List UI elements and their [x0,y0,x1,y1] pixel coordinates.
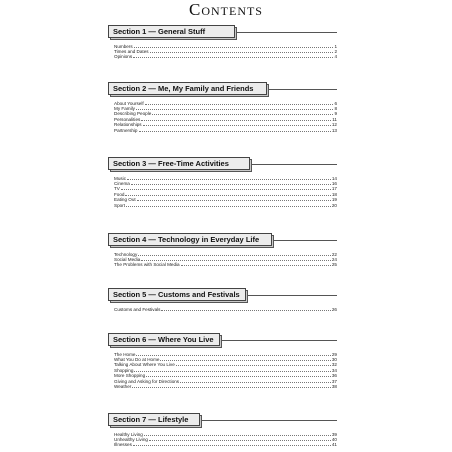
dot-leader [127,175,331,180]
entry-page-number: 32 [331,362,337,368]
entry-page-number: 24 [331,256,337,262]
entry-title: Talking About Where You Live [114,362,175,368]
entry-list [114,175,337,208]
toc-section-4 [108,233,337,267]
entry-title: Illnesses [114,442,132,448]
dot-leader [132,384,331,389]
entry-title: Giving and Asking for Directions [114,378,180,384]
dot-leader [136,351,330,356]
entry-page-number: 40 [331,436,337,442]
dot-leader [131,180,331,185]
dot-leader [141,116,331,121]
section-header [108,82,337,95]
dot-leader [180,378,331,383]
section-header-rule [252,164,337,165]
dot-leader [139,127,331,132]
entry-title: Numbers [114,43,133,49]
section-heading: Section 4 — Technology in Everyday Life [108,233,272,246]
entry-title: Technology [114,251,138,257]
dot-leader [176,362,331,367]
section-header [108,333,337,346]
entry-page-number: 36 [331,373,337,379]
entry-page-number: 20 [331,202,337,208]
entry-title: Food [114,191,125,197]
entry-title: The Problems with Social Media [114,262,180,268]
entry-page-number: 25 [331,262,337,268]
entry-title: The Home [114,351,136,357]
dot-leader [161,306,330,311]
section-heading: Section 5 — Customs and Festivals [108,288,246,301]
section-header-rule [202,420,337,421]
entry-title: Eating Out [114,197,136,203]
dot-leader [160,356,330,361]
entry-page-number: 39 [331,431,337,437]
entry-page-number: 4 [334,54,337,60]
toc-entry[interactable] [114,384,337,389]
dot-leader [133,442,331,447]
entry-page-number: 1 [334,43,337,49]
entry-page-number: 13 [331,127,337,133]
entry-page-number: 34 [331,367,337,373]
entry-list [114,100,337,133]
toc-section-5 [108,288,337,311]
entry-list [114,431,337,447]
entry-title: Opinions [114,54,133,60]
entry-page-number: 29 [331,351,337,357]
toc-section-2 [108,82,337,133]
section-heading: Section 7 — Lifestyle [108,413,200,426]
section-header-rule [274,240,337,241]
entry-page-number: 41 [331,442,337,448]
dot-leader [145,100,334,105]
toc-section-3 [108,157,337,208]
entry-list [114,251,337,267]
section-heading: Section 6 — Where You Live [108,333,220,346]
dot-leader [143,122,331,127]
entry-page-number: 17 [331,186,337,192]
dot-leader [152,111,333,116]
entry-title: Social Media [114,256,141,262]
section-header-rule [248,295,337,296]
entry-title: Healthy Living [114,431,143,437]
entry-title: Weather [114,384,132,390]
dot-leader [134,43,334,48]
section-header-rule [237,32,337,33]
dot-leader [136,105,334,110]
page-title: Contents [188,0,263,19]
dot-leader [133,54,333,59]
dot-leader [125,191,330,196]
entry-title: Unhealthy Living [114,436,148,442]
section-heading: Section 1 — General Stuff [108,25,235,38]
toc-entry[interactable] [114,54,337,59]
entry-page-number: 9 [334,111,337,117]
entry-title: Describing People [114,111,152,117]
toc-entry[interactable] [114,442,337,447]
entry-title: My Family [114,105,135,111]
entry-page-number: 26 [331,306,337,312]
section-heading: Section 3 — Free-Time Activities [108,157,250,170]
entry-page-number: 14 [331,175,337,181]
entry-list [114,43,337,59]
section-heading: Section 2 — Me, My Family and Friends [108,82,267,95]
section-header [108,288,337,301]
dot-leader [146,373,331,378]
entry-page-number: 19 [331,197,337,203]
entry-title: Partnership [114,127,138,133]
entry-list [114,306,337,311]
toc-section-7 [108,413,337,447]
entry-title: More Shopping [114,373,146,379]
section-header [108,233,337,246]
entry-page-number: 11 [332,116,337,122]
section-header [108,413,337,426]
entry-title: Sport [114,202,125,208]
toc-entry[interactable] [114,127,337,132]
entry-list [114,351,337,389]
entry-title: Times and Dates [114,48,149,54]
toc-section-6 [108,333,337,389]
dot-leader [121,186,331,191]
dot-leader [149,436,331,441]
entry-page-number: 6 [334,100,337,106]
entry-title: TV [114,186,120,192]
entry-page-number: 38 [331,384,337,390]
toc-entry[interactable] [114,202,337,207]
dot-leader [138,251,331,256]
toc-entry[interactable] [114,262,337,267]
dot-leader [126,202,331,207]
entry-title: Relationships [114,122,142,128]
entry-title: Customs and Festivals [114,306,161,312]
dot-leader [134,367,330,372]
section-header [108,157,337,170]
section-header-rule [222,340,337,341]
entry-title: About Yourself [114,100,144,106]
toc-section-1 [108,25,337,59]
entry-page-number: 2 [334,48,337,54]
entry-page-number: 18 [331,191,337,197]
entry-page-number: 8 [334,105,337,111]
entry-title: Personalities [114,116,141,122]
entry-page-number: 12 [331,122,337,128]
dot-leader [137,197,331,202]
section-header [108,25,337,38]
entry-page-number: 22 [331,251,337,257]
entry-page-number: 37 [331,378,337,384]
dot-leader [181,262,331,267]
entry-page-number: 30 [331,356,337,362]
entry-page-number: 16 [331,180,337,186]
dot-leader [141,256,331,261]
dot-leader [144,431,331,436]
entry-title: What You Do at Home [114,356,160,362]
dot-leader [150,48,334,53]
toc-entry[interactable] [114,306,337,311]
entry-title: Music [114,175,126,181]
entry-title: Cinema [114,180,130,186]
entry-title: Shopping [114,367,134,373]
section-header-rule [269,89,337,90]
